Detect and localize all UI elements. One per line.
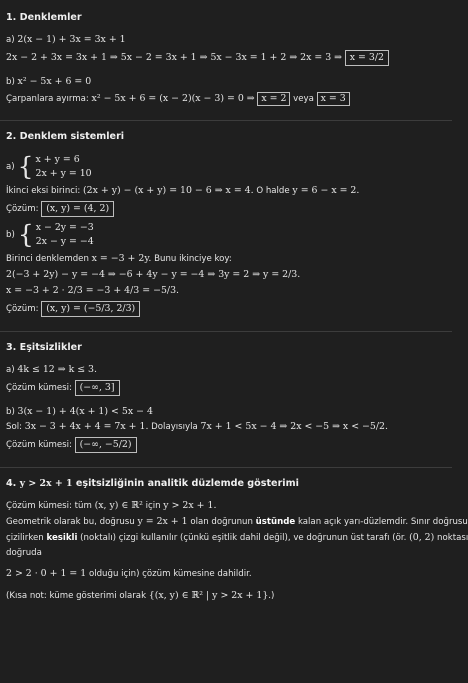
problem-a: a) 4k ≤ 12 ⇒ k ≤ 3. — [6, 363, 98, 375]
section-systems — [6, 131, 446, 331]
section-equations — [6, 12, 446, 120]
paragraph-line: 2 > 2 · 0 + 1 = 1 olduğu için) çözüm kümesine dahildir. — [6, 568, 252, 580]
boxed-answer: x = 3 — [317, 92, 350, 106]
note-line: (Kısa not: küme gösterimi olarak {(x, y) ∈ ℝ² | y > 2x + 1}.) — [6, 590, 275, 602]
divider — [0, 331, 452, 332]
solution-a-result: Çözüm: (x, y) = (4, 2) — [6, 201, 446, 217]
boxed-answer: (−∞, 3] — [75, 380, 120, 396]
solution-b-result: Çözüm kümesi: (−∞, −5/2) — [6, 437, 446, 453]
solution-b: Çarpanlara ayırma: x² − 5x + 6 = (x − 2)(x − 3) = 0 ⇒ x = 2 veya x = 3 — [6, 92, 446, 106]
section-title: 2. Denklem sistemleri — [6, 130, 125, 142]
boxed-answer: x = 3/2 — [345, 50, 389, 66]
solution-b-step: Sol: 3x − 3 + 4x + 4 = 7x + 1. Dolayısıyla 7x + 1 < 5x − 4 ⇒ 2x < −5 ⇒ x < −5/2. — [6, 421, 388, 433]
problem-b: b) x² − 5x + 6 = 0 — [6, 75, 92, 87]
boxed-answer: x = 2 — [257, 92, 290, 106]
left-brace-icon: { — [17, 219, 34, 249]
section-analytic-plane — [6, 478, 468, 615]
solution-b-result: Çözüm: (x, y) = (−5/3, 2/3) — [6, 301, 446, 317]
system-b: b) { x − 2y = −3 2x − y = −4 — [6, 219, 94, 249]
solution-a: 2x − 2 + 3x = 3x + 1 ⇒ 5x − 2 = 3x + 1 ⇒ 5x − 3x = 1 + 2 ⇒ 2x = 3 ⇒ x = 3/2 — [6, 50, 446, 66]
solution-b-step1: Birinci denklemden x = −3 + 2y. Bunu ikinciye koy: — [6, 253, 232, 265]
divider — [0, 120, 452, 121]
system-a: a) { x + y = 6 2x + y = 10 — [6, 151, 92, 181]
solution-a-step: İkinci eksi birinci: (2x + y) − (x + y) = 10 − 6 ⇒ x = 4. O halde y = 6 − x = 2. — [6, 185, 360, 197]
boxed-answer: (x, y) = (−5/3, 2/3) — [41, 301, 140, 317]
paragraph-line: doğruda — [6, 547, 42, 558]
section-title: 3. Eşitsizlikler — [6, 341, 82, 353]
solution-b-step2: 2(−3 + 2y) − y = −4 ⇒ −6 + 4y − y = −4 ⇒ 3y = 2 ⇒ y = 2/3. — [6, 269, 301, 281]
section-inequalities — [6, 342, 446, 468]
paragraph-line: Çözüm kümesi: tüm (x, y) ∈ ℝ² için y > 2x + 1. — [6, 500, 217, 512]
boxed-answer: (x, y) = (4, 2) — [41, 201, 114, 217]
problem-b: b) 3(x − 1) + 4(x + 1) < 5x − 4 — [6, 405, 153, 417]
solution-b-step3: x = −3 + 2 · 2/3 = −3 + 4/3 = −5/3. — [6, 284, 180, 296]
divider — [0, 467, 452, 468]
section-title: 1. Denklemler — [6, 12, 82, 23]
paragraph-line: Geometrik olarak bu, doğrusu y = 2x + 1 olan doğrunun üstünde kalan açık yarı-düzlemdir. Sınır doğrusu — [6, 516, 468, 528]
paragraph-line: çizilirken kesikli (noktalı) çizgi kullanılır (çünkü eşitlik dahil değil), ve doğrunun üst tarafı (ör. (0, 2) noktası — [6, 531, 468, 543]
problem-a: a) 2(x − 1) + 3x = 3x + 1 — [6, 33, 126, 45]
solution-a-result: Çözüm kümesi: (−∞, 3] — [6, 380, 446, 396]
boxed-answer: (−∞, −5/2) — [75, 437, 137, 453]
section-title: 4. y > 2x + 1 eşitsizliğinin analitik düzlemde gösterimi — [6, 478, 299, 490]
left-brace-icon: { — [17, 151, 34, 181]
